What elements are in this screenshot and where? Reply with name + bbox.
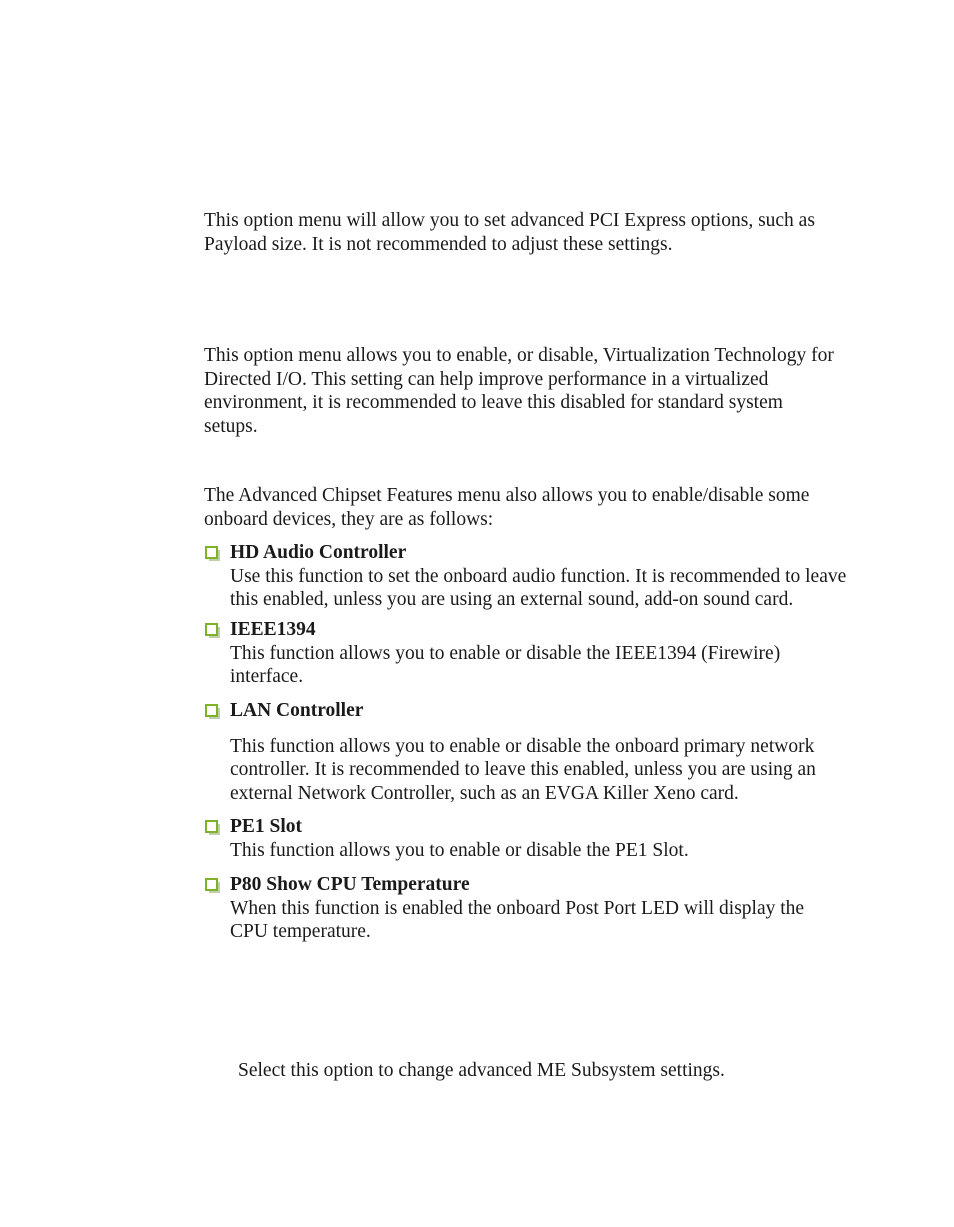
item-title: IEEE1394 <box>230 619 316 640</box>
item-description: Use this function to set the onboard audio function. It is recommended to leave this enabled, unless you are using an external sound, add-on sound card. <box>230 565 847 610</box>
item-title: HD Audio Controller <box>230 542 407 563</box>
item-description: This function allows you to enable or disable the IEEE1394 (Firewire) interface. <box>230 642 781 687</box>
checkbox-bullet-icon <box>205 623 218 636</box>
item-description: When this function is enabled the onboard Post Port LED will display the CPU temperature. <box>230 897 805 942</box>
chipset-intro: The Advanced Chipset Features menu also allows you to enable/disable some onboard devices, they are as follows: <box>204 485 810 530</box>
vtd-description: This option menu allows you to enable, or disable, Virtualization Technology for Directed I/O. This setting can help improve performance in a virtualized environment, it is recommended to leave this disabled for standard system setups. <box>204 345 834 437</box>
list-item-p80-cpu-temp <box>204 873 864 944</box>
checkbox-bullet-icon <box>205 878 218 891</box>
list-item-hd-audio <box>204 541 864 612</box>
checkbox-bullet-icon <box>205 546 218 559</box>
item-title: P80 Show CPU Temperature <box>230 874 470 895</box>
item-description: This function allows you to enable or disable the PE1 Slot. <box>230 839 689 861</box>
checkbox-bullet-icon <box>205 704 218 717</box>
me-subsystem-description: Select this option to change advanced ME Subsystem settings. <box>238 1060 725 1081</box>
item-description: This function allows you to enable or disable the onboard primary network controller. It is recommended to leave this enabled, unless you are using an external Network Controller, such as an EVGA Killer Xeno card. <box>230 735 816 804</box>
checkbox-bullet-icon <box>205 820 218 833</box>
item-title: LAN Controller <box>230 700 364 721</box>
pci-express-description: This option menu will allow you to set advanced PCI Express options, such as Payload size. It is not recommended to adjust these settings. <box>204 210 815 255</box>
item-title: PE1 Slot <box>230 816 303 837</box>
list-item-ieee1394 <box>204 618 864 689</box>
list-item-lan-controller <box>204 699 864 805</box>
list-item-pe1-slot <box>204 815 864 862</box>
